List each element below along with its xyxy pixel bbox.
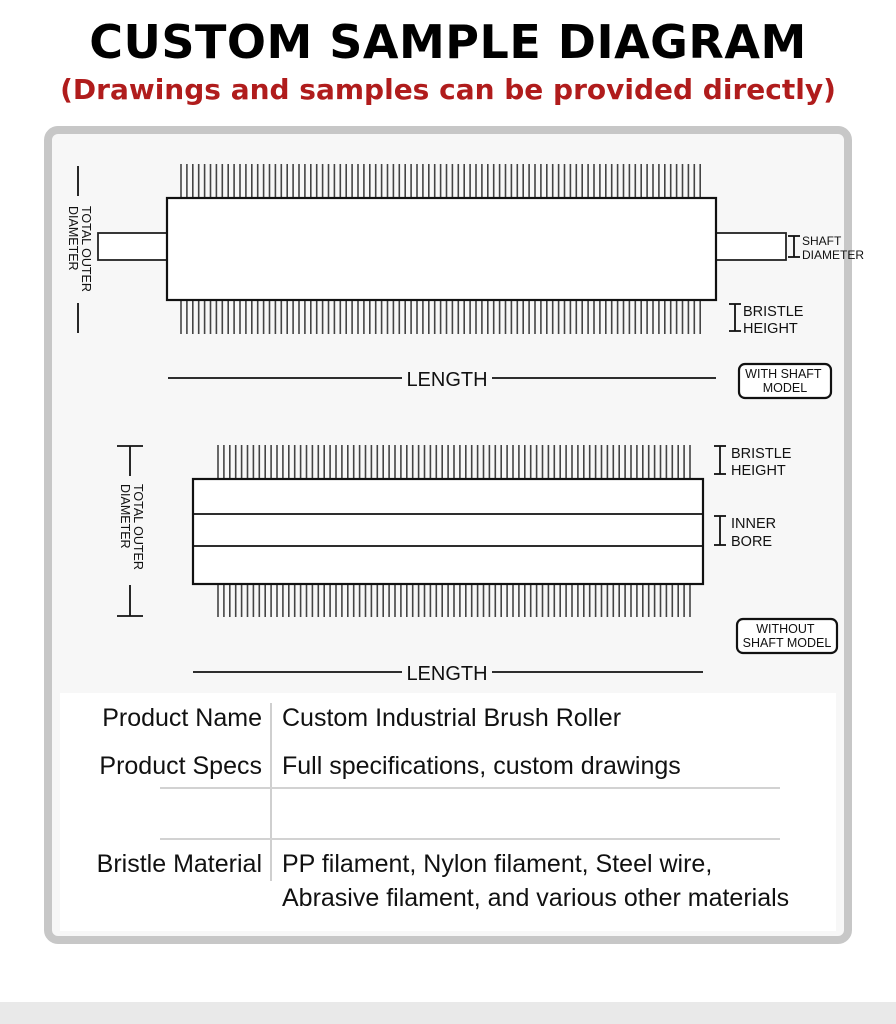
roller-body-with-shaft [167,198,716,300]
inner-bore-label: INNER BORE [731,516,777,550]
bottom-bar [0,1002,896,1024]
bristle-material-value-line1: PP filament, Nylon filament, Steel wire, [282,850,713,878]
bristle-material-label: Bristle Material [96,850,262,878]
total-outer-diameter-label-2: TOTAL OUTER DIAMETER [118,484,145,570]
bristle-material-value-line2: Abrasive filament, and various other materials [282,884,790,912]
page-subtitle: (Drawings and samples can be provided directly) [60,73,836,106]
length-label-1: LENGTH [406,369,488,391]
page-title: CUSTOM SAMPLE DIAGRAM [89,15,807,69]
shaft-diameter-label: SHAFT DIAMETER [802,234,865,262]
bristles-bottom-with-shaft [181,301,700,334]
roller-body-without-shaft [193,479,703,584]
product-name-label: Product Name [102,704,262,732]
bristle-height-dim-2 [714,446,726,474]
with-shaft-model-label: WITH SHAFT MODEL [745,367,822,395]
bristle-height-label-1: BRISTLE HEIGHT [743,304,804,337]
shaft-right [716,233,786,260]
shaft-diameter-dim [788,236,800,257]
product-specs-value: Full specifications, custom drawings [282,752,681,780]
spec-divider-vertical [270,703,272,881]
bristles-top-without-shaft [218,445,690,478]
bristles-bottom-without-shaft [218,585,690,617]
bristle-height-label-2: BRISTLE HEIGHT [731,446,792,479]
bristle-height-dim-1 [729,304,741,331]
total-outer-diameter-label-1: TOTAL OUTER DIAMETER [66,206,93,292]
inner-bore-dim [714,516,726,545]
product-name-value: Custom Industrial Brush Roller [282,704,622,732]
shaft-left [98,233,167,260]
spec-divider-2 [160,838,780,840]
length-label-2: LENGTH [406,663,488,685]
without-shaft-model-label: WITHOUT SHAFT MODEL [742,622,832,650]
spec-divider-1 [160,787,780,789]
product-specs-label: Product Specs [99,752,262,780]
bristles-top-with-shaft [181,164,700,197]
